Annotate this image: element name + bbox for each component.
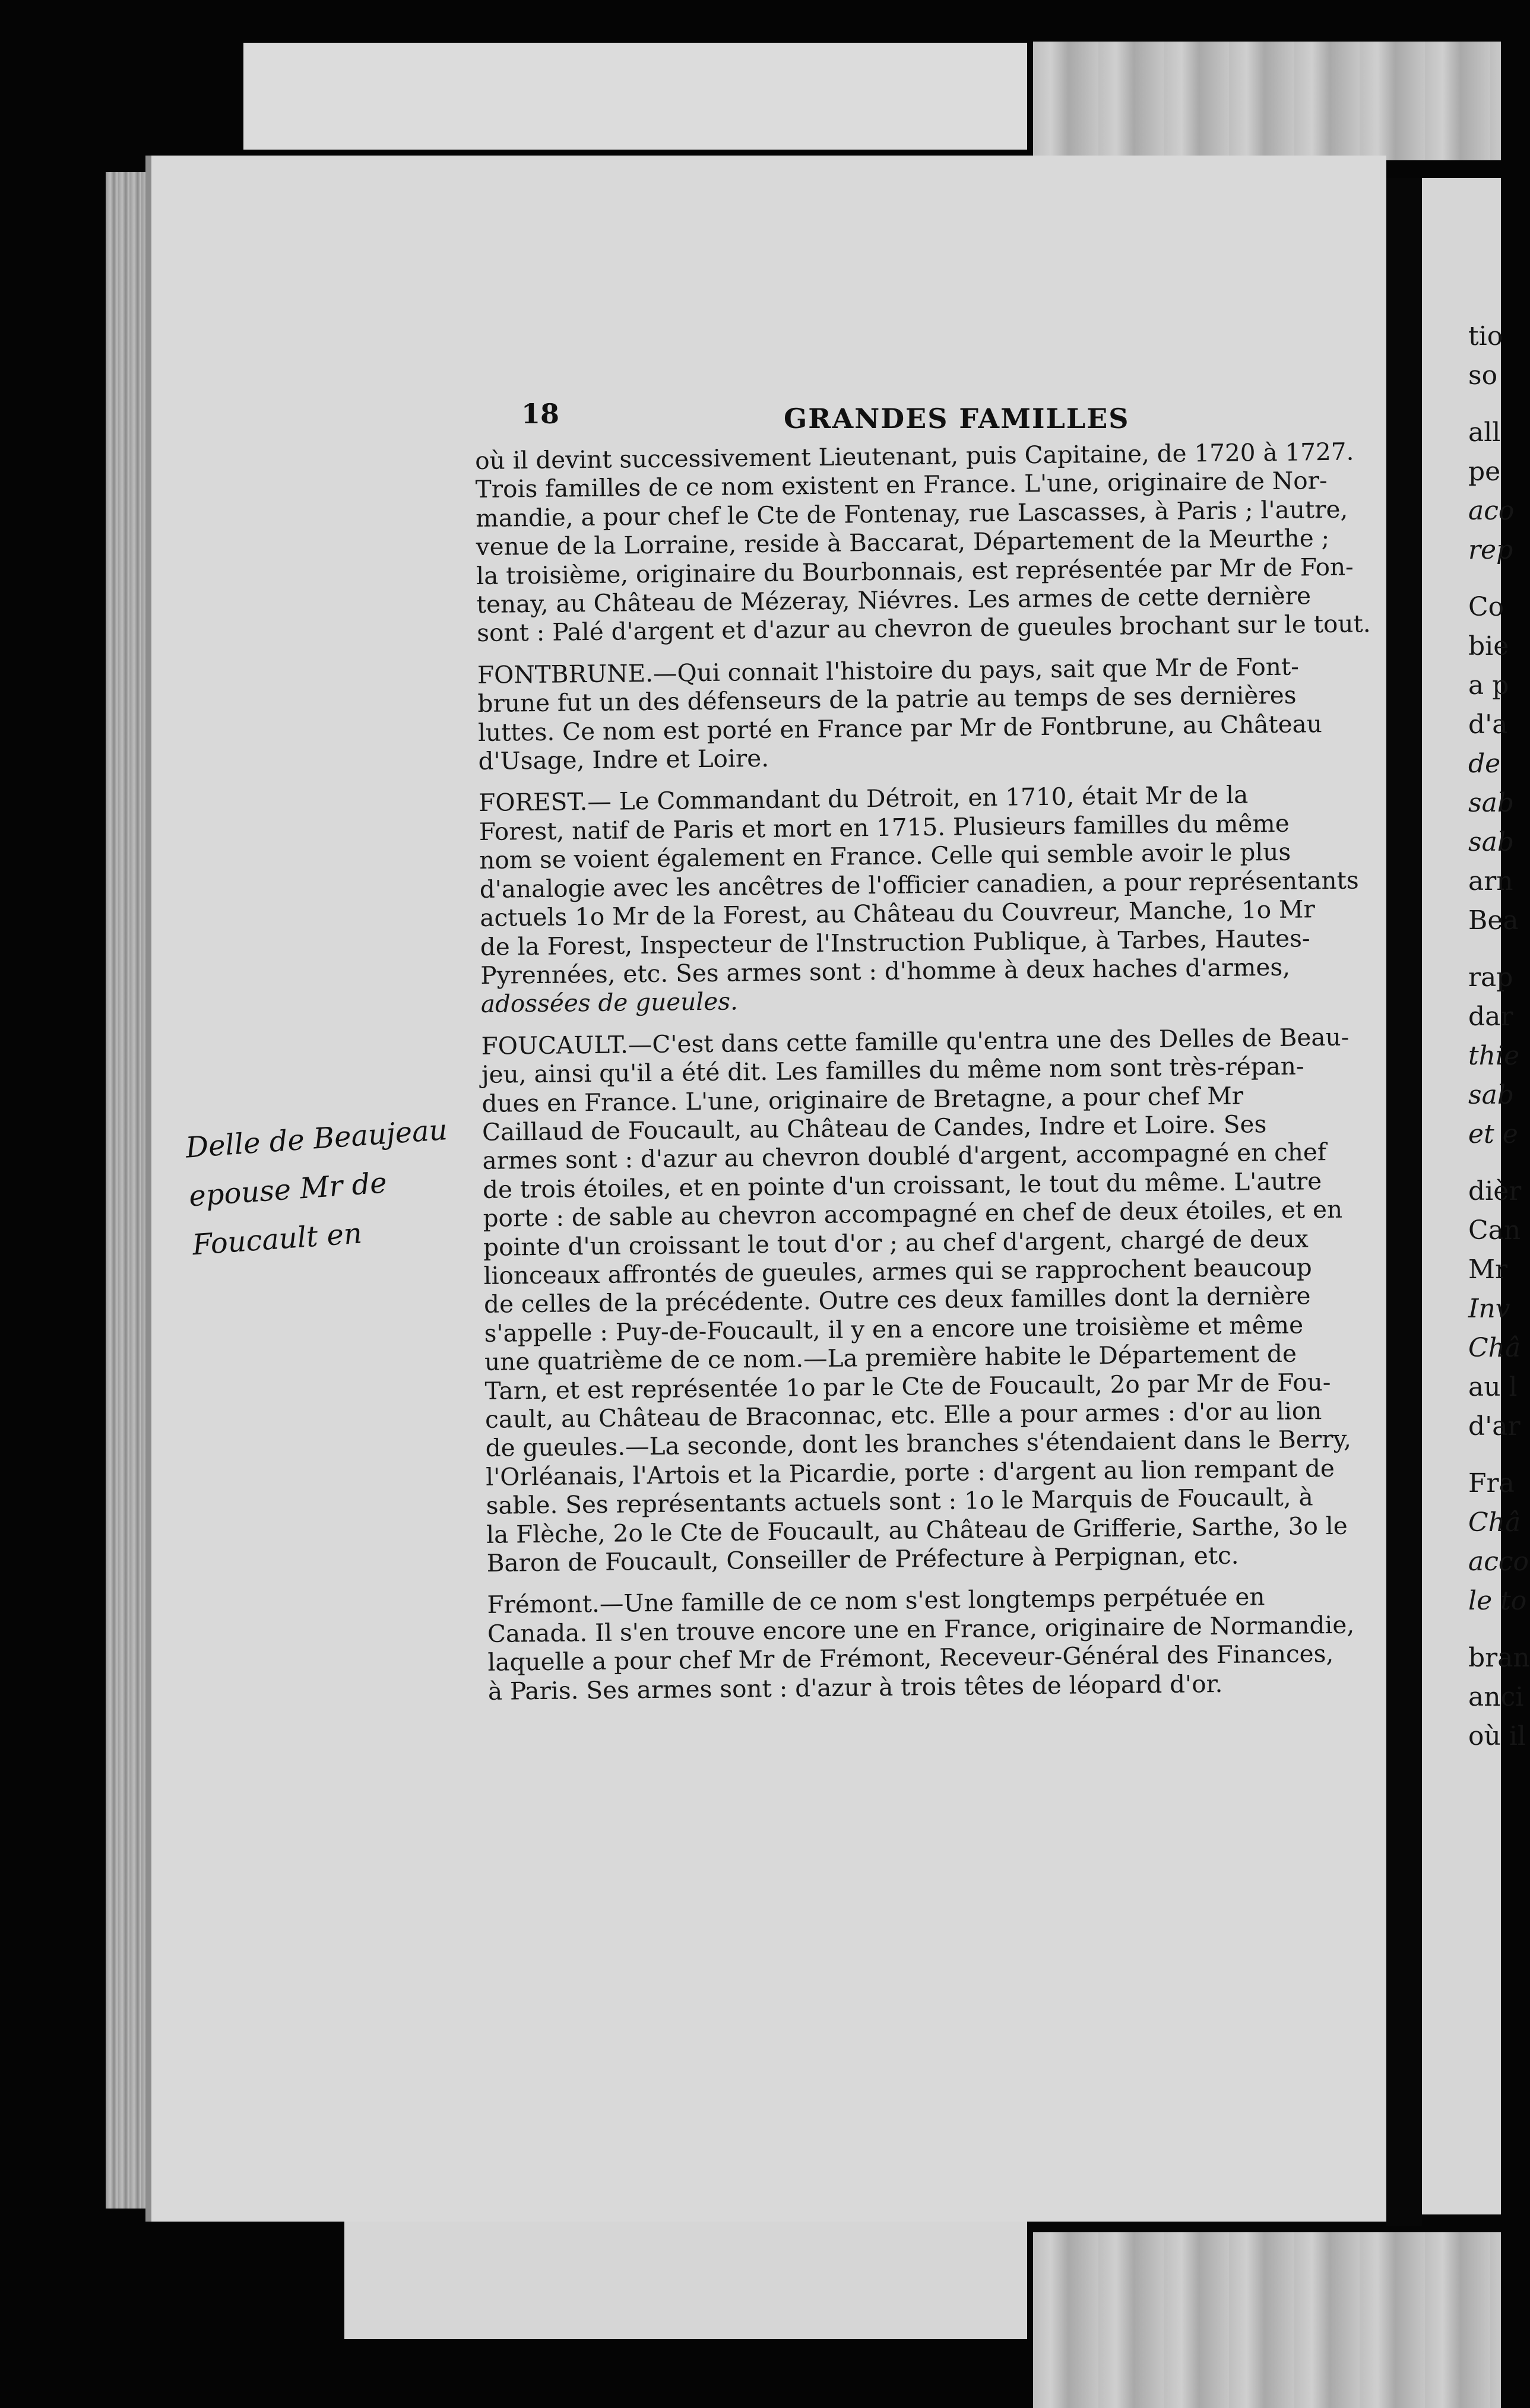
text-line: d'analogie avec les ancêtres de l'officier canadien, a pour représentants [479,866,1359,904]
facing-page-fragment: et e [1468,1119,1518,1149]
text-line: Tarn, et est représentée 1o par le Cte de Foucault, 2o par Mr de Fou- [484,1367,1331,1405]
text-line: Baron de Foucault, Conseiller de Préfecture à Perpignan, etc. [486,1541,1239,1577]
facing-page-fragment: de [1468,749,1501,779]
text-line: sont : Palé d'argent et d'azur au chevron de gueules brochant sur le tout. [477,609,1371,648]
text-line: la Flèche, 2o le Cte de Foucault, au Château de Grifferie, Sarthe, 3o le [486,1511,1348,1549]
facing-page-fragment: a p [1468,670,1509,701]
text-line: Frémont.—Une famille de ce nom s'est longtemps perpétuée en [487,1582,1265,1620]
text-line: mandie, a pour chef le Cte de Fontenay, rue Lascasses, à Paris ; l'autre, [476,495,1348,533]
text-line: s'appelle : Puy-de-Foucault, il y en a encore une troisième et même [484,1310,1304,1348]
facing-page-fragment: Fra [1468,1468,1515,1498]
facing-page-fragment: acco [1468,1547,1529,1577]
text-line: FONTBRUNE.—Qui connait l'histoire du pays, sait que Mr de Font- [477,652,1300,689]
facing-page-fragment: Bea [1468,905,1519,936]
facing-page-fragment: Mr [1468,1254,1508,1285]
text-line: de trois étoiles, et en pointe d'un croissant, le tout du même. L'autre [482,1166,1322,1204]
facing-page-fragment: tio [1468,321,1503,351]
text-line: porte : de sable au chevron accompagné en chef de deux étoiles, et en [483,1195,1343,1233]
text-line: tenay, au Château de Mézeray, Niévres. Les armes de cette dernière [476,581,1312,619]
text-line: nom se voient également en France. Celle qui semble avoir le plus [479,837,1291,875]
facing-page-fragment: où il [1468,1721,1526,1751]
text-line: dues en France. L'une, originaire de Bretagne, a pour chef Mr [482,1081,1244,1118]
text-line: de gueules.—La seconde, dont les branches s'étendaient dans le Berry, [485,1425,1352,1463]
text-line: Trois familles de ce nom existent en France. L'une, originaire de Nor- [475,466,1328,504]
facing-page-fragment: sab [1468,1080,1514,1110]
text-line: l'Orléanais, l'Artois et la Picardie, porte : d'argent au lion rempant de [485,1453,1335,1491]
running-head: GRANDES FAMILLES [784,403,1130,435]
handwritten-margin-note [184,1109,449,1270]
text-line: cault, au Château de Braconnac, etc. Elle a pour armes : d'or au lion [484,1396,1322,1434]
facing-page-fragment: dièr [1468,1176,1522,1206]
text-line: la troisième, originaire du Bourbonnais, est représentée par Mr de Fon- [476,552,1354,590]
facing-page-fragment: d'a [1468,709,1508,740]
facing-page-fragment: bran [1468,1643,1530,1673]
text-line: actuels 1o Mr de la Forest, au Château du Couvreur, Manche, 1o Mr [480,895,1316,933]
facing-page-fragment: bie [1468,631,1509,661]
facing-page-fragment: Châ [1468,1333,1521,1363]
text-line: armes sont : d'azur au chevron doublé d'argent, accompagné en chef [482,1138,1327,1176]
text-line: FOUCAULT.—C'est dans cette famille qu'entra une des Delles de Beau- [481,1022,1350,1060]
facing-page-edge [1422,178,1530,2214]
text-line: une quatrième de ce nom.—La première habite le Département de [484,1339,1297,1377]
text-line: de la Forest, Inspecteur de l'Instruction Publique, à Tarbes, Hautes- [480,923,1310,961]
facing-page-fragment: dar [1468,1002,1513,1032]
text-line: à Paris. Ses armes sont : d'azur à trois têtes de léopard d'or. [487,1669,1223,1706]
handwritten-line: epouse Mr de [188,1166,388,1213]
text-line: lionceaux affrontés de gueules, armes qui se rapprochent beaucoup [483,1253,1312,1290]
facing-page-fragment: le to [1468,1586,1527,1616]
facing-page-fragment: au l [1468,1372,1518,1402]
facing-page-fragment: anci [1468,1682,1524,1712]
scanner-background-bottom [344,2220,1027,2339]
facing-page-fragment: d'ar [1468,1411,1521,1441]
text-line: Forest, natif de Paris et mort en 1715. Plusieurs familles du même [479,809,1290,846]
facing-page-fragment: thie [1468,1041,1520,1071]
facing-page-fragment: Can [1468,1215,1521,1246]
text-line: FOREST.— Le Commandant du Détroit, en 1710, était Mr de la [479,780,1249,818]
text-line: laquelle a pour chef Mr de Frémont, Receveur-Général des Finances, [487,1639,1334,1677]
scanner-background-top [243,43,1027,150]
facing-page-fragment: sab [1468,827,1514,857]
text-line: Canada. Il s'en trouve encore une en France, originaire de Normandie, [487,1610,1355,1648]
text-line: pointe d'un croissant le tout d'or ; au chef d'argent, chargé de deux [483,1224,1309,1262]
handwritten-line: Foucault en [191,1216,363,1262]
facing-page-fragment: Inv [1468,1294,1510,1324]
text-line: où il devint successivement Lieutenant, puis Capitaine, de 1720 à 1727. [475,437,1354,475]
facing-page-fragment: arn [1468,866,1513,896]
facing-page-fragment: rep [1468,535,1513,565]
body-text [475,437,1371,1706]
facing-page-fragment: so [1468,360,1498,391]
facing-page-fragment: pe [1468,457,1501,487]
text-line: luttes. Ce nom est porté en France par Mr de Fontbrune, au Château [477,709,1323,747]
handwritten-line: Delle de Beaujeau [184,1113,449,1165]
text-line: brune fut un des défenseurs de la patrie au temps de ses dernières [477,680,1297,718]
book-gutter [1386,178,1422,2226]
text-line: jeu, ainsi qu'il a été dit. Les familles du même nom sont très-répan- [481,1051,1304,1089]
text-line: sable. Ses représentants actuels sont : 1o le Marquis de Foucault, à [486,1482,1313,1520]
text-line: adossées de gueules. [480,987,739,1019]
wood-surface-bottom [1033,2232,1501,2408]
text-line: venue de la Lorraine, reside à Baccarat, Département de la Meurthe ; [476,524,1330,562]
facing-page-fragment: all [1468,417,1501,448]
text-line: de celles de la précédente. Outre ces deux familles dont la dernière [483,1281,1311,1319]
text-line: Caillaud de Foucault, au Château de Candes, Indre et Loire. Ses [482,1110,1267,1146]
text-line: d'Usage, Indre et Loire. [478,743,769,776]
wood-surface-top [1033,42,1501,160]
facing-page-fragment: Co [1468,592,1504,622]
facing-page-fragment: aco [1468,496,1515,526]
facing-page-fragment: Châ [1468,1507,1521,1538]
facing-page-fragment: rap [1468,962,1513,993]
text-line: Pyrennées, etc. Ses armes sont : d'homme à deux haches d'armes, [480,952,1291,990]
page-number: 18 [521,398,560,430]
facing-page-fragment: sab [1468,788,1514,818]
